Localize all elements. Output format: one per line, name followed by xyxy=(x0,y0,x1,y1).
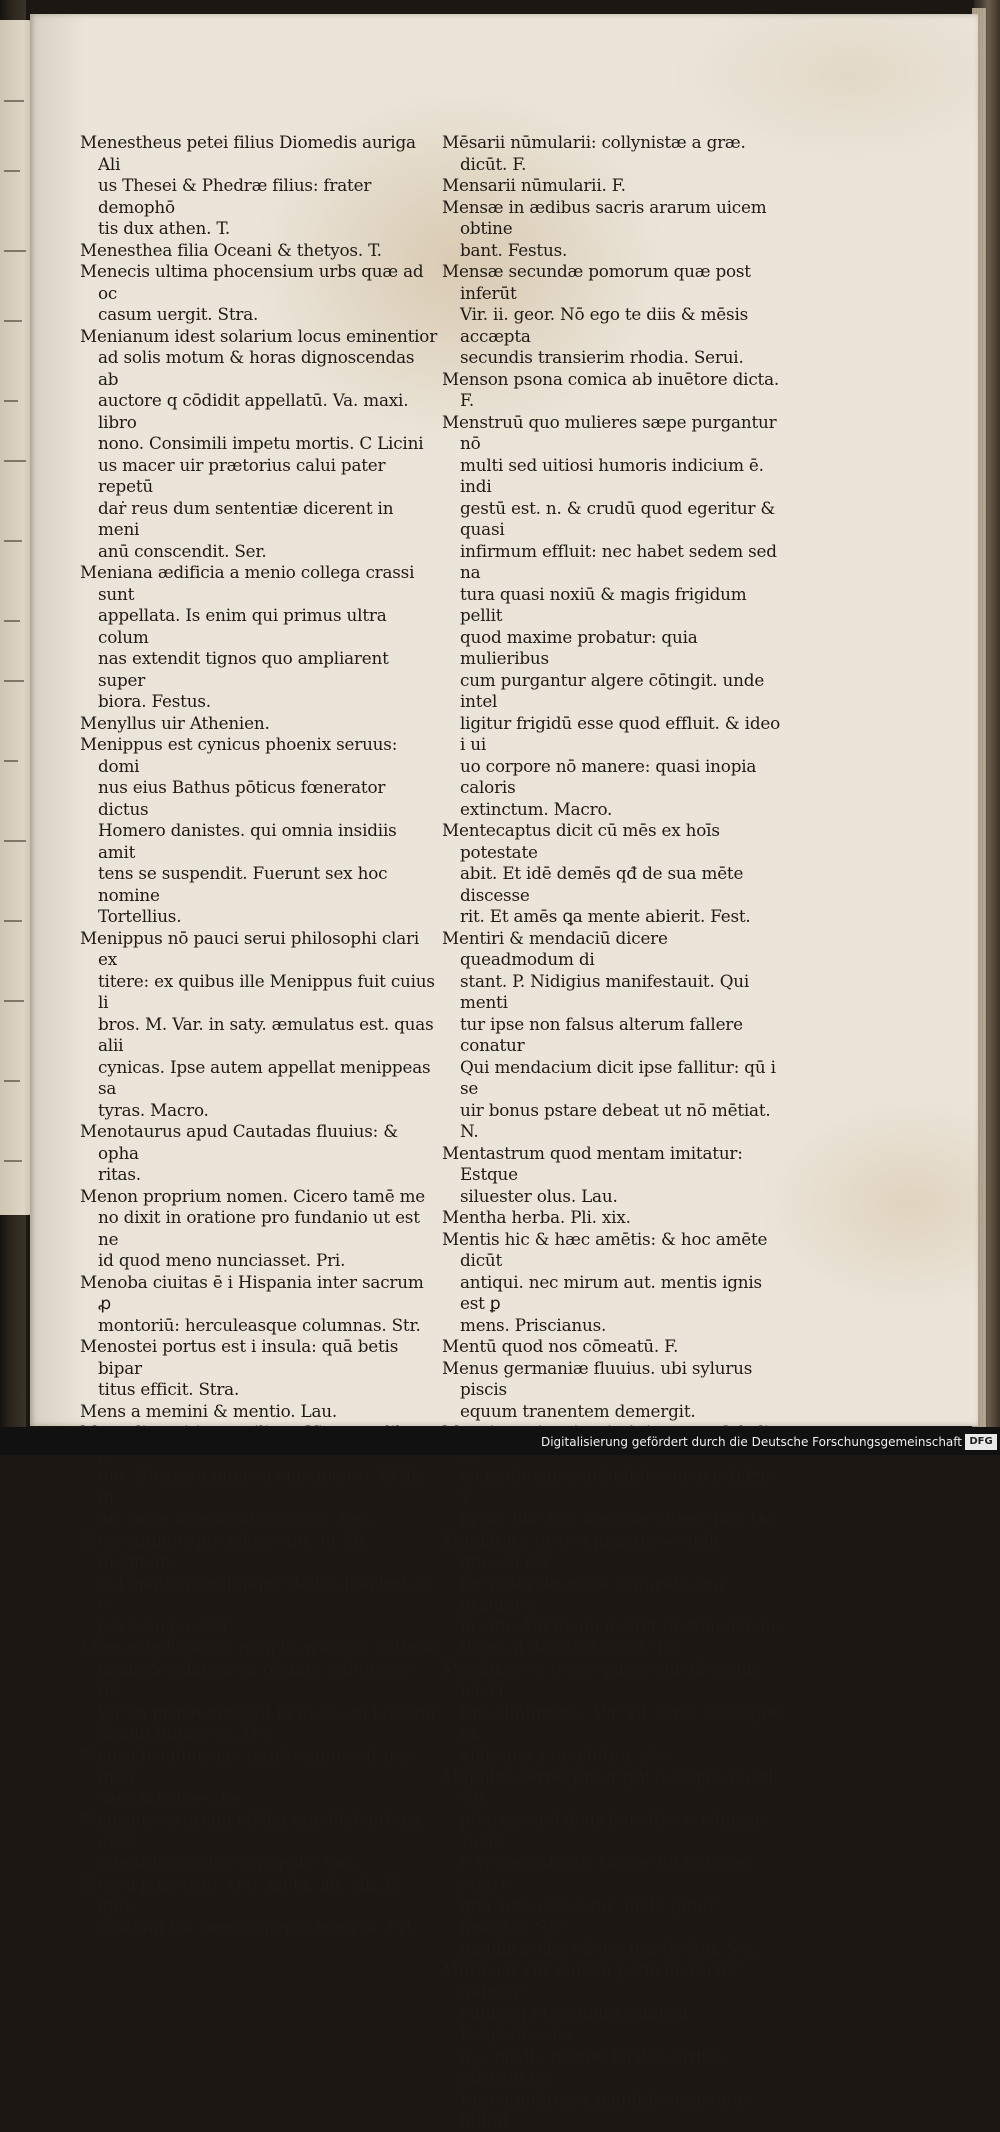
entry-menippus-1: Menippus est cynicus phoenix seruus: domi nus eius Bathus pōticus fœnerator dictus Homero danistes. qui omnia insidiis amit tens se suspendit. Fuerunt sex hoc nomine Tortellius. xyxy=(80,734,398,926)
dfg-logo-icon: DFG xyxy=(965,1434,997,1450)
entry-mentum: Mentū quod nos cōmeatū. F. xyxy=(442,1336,679,1356)
entry-mens-2: mo. Nostram nunc accipe mentē. Et Te. in an. mala mēs malus animus. Ser. xyxy=(98,1465,428,1528)
entry-menyllus: Menyllus uir Athenien. xyxy=(80,712,270,733)
entry-mens-animus: Mens animusque idem sunt. ut Vir. magnam cui mentem animūque deluis inspirat & ē perisologia. Ser. xyxy=(80,1529,428,1636)
left-text-column xyxy=(80,132,438,1938)
entry-menson: Menson psona comica ab inuētore dicta. F. xyxy=(442,368,780,410)
entry-mensum: Mensū ꝑ mensiū. Oui. meta. lib. viii. & quos sustinui bis mensū qnque labores. Pri. xyxy=(80,1873,417,1937)
entry-mensarii-1: Mēsarii nūmularii: collynistæ a græ. dicūt. F. xyxy=(442,132,746,174)
entry-mensa-frugibus: Mensa frugibusque iurato significat per men sam & fruges. Fe. xyxy=(80,1744,412,1808)
entry-menestheus: Menestheus petei filius Diomedis auriga Ali us Thesei & Phedræ filius: frater demophō tis dux athen. T. xyxy=(80,132,416,238)
entry-menoba: Menoba ciuitas ē i Hispania inter sacrum ꝓ montoriū: herculeasque columnas. Str. xyxy=(80,1271,424,1335)
entry-mensae-secundae: Mensæ secundæ pomorum quæ post inferūt Vir. ii. geor. Nō ego te diis & mēsis accæpta secundis transierim rhodia. Serui. xyxy=(442,261,751,367)
entry-menesthea: Menesthea filia Oceani & thetyos. T. xyxy=(80,239,382,260)
entry-menippus-2: Menippus nō pauci serui philosophi clari ex titere: ex quibus ille Menippus fuit cuius li bros. M. Var. in saty. æmulatus est. quas alii cynicas. Ipse autem appellat menippeas sa tyras. Macro. xyxy=(80,927,435,1120)
entry-mephitis-3: Mephitis terræ putor qui de aquis nascit sul phureis: uel deus leucotheæ cōnexū: sicut ē Veneri adonis. Dianæ uii bius uel iuno ē quā aerē eē cōstat. unde putor nascitur. Sic mephitis dea odoris grauissimi. Ser. xyxy=(442,1766,780,1958)
entry-meonia: eo modo: mea uoluntate: meo arbitrio. T. in an. fine nūc meo me uiuere mō. Do. xyxy=(460,1465,780,1528)
right-text-column xyxy=(442,132,782,2132)
entry-mentastrum: Mentastrum quod mentam imitatur: Estque siluester olus. Lau. xyxy=(442,1142,743,1206)
entry-mensae-aedibus: Mensæ in ædibus sacris ararum uicem obtine bant. Festus. xyxy=(442,196,767,260)
entry-mensam-escariam: Mensam escariam cillibā appellabant: ea erat quadrata a cilice o populo. Var. xyxy=(80,1809,421,1872)
entry-mens-1: Mens a memini & mentio. Lau. xyxy=(80,1400,338,1421)
entry-mentis: Mentis hic & hæc amētis: & hoc amēte dicūt antiqui. nec mirum aut. mentis ignis est ꝑ mens. Priscianus. xyxy=(442,1228,768,1335)
entry-mensa-dedicata: Mensa dedicata in templo aræ ritu antiquo usum & religionem obtinet puluinaris: ut Vir. in primo dixit. Et in mensam laticum libauit honorem. Ma. xyxy=(80,1637,438,1743)
entry-meniana: Meniana ædificia a menio collega crassi sunt appellata. Is enim qui primus ultra colum nas extendit tignos quo ampliarent super biora. Festus. xyxy=(80,562,415,711)
entry-menstruum: Menstruū quo mulieres sæpe purgantur nō multi sed uitiosi humoris indicium ē. indi gestū est. n. & crudū quod egeritur & quasi infirmum effluit: nec habet sedem sed na tura quasi noxiū & magis frigidum pellit quod maxime probatur: quia mulieribus cum purgantur algere cōtingit. unde intel ligitur frigidū esse quod effluit. & ideo i ui uo corpore nō manere: quasi inopia caloris extinctum. Macro. xyxy=(442,411,781,819)
entry-mentecaptus: Mentecaptus dicit cū mēs ex hoīs potestate abit. Et idē demēs qđ de sua mēte discesse rit. Et amēs ꝗa mente abierit. Fest. xyxy=(442,820,751,926)
footer-credit: Digitalisierung gefördert durch die Deutsche Forschungsgemeinschaft xyxy=(540,1435,962,1449)
entry-menus: Menus germaniæ fluuius. ubi sylurus piscis equum tranentem demergit. xyxy=(442,1357,753,1421)
entry-menostei: Menostei portus est i insula: quā betis bipar titus efficit. Stra. xyxy=(80,1336,399,1399)
digitization-footer xyxy=(0,1427,1000,1455)
entry-menotaurus: Menotaurus apud Cautadas fluuius: & opha ritas. xyxy=(80,1121,398,1184)
facing-page-sliver xyxy=(0,20,34,1215)
entry-meracior: Meracior cur eadem potio meracior uidetur ieiuno q ei q cibum sumpsit. Respōdeo: ue nas media uacuæ facit saturitas obstruit igi tur cū potio per inanitatem penitus influit xyxy=(442,1959,752,2130)
entry-mentiri: Mentiri & mendaciū dicere queadmodum di stant. P. Nidigius manifestauit. Qui menti tur ipse non falsus alterum fallere conatur Qui mendacium dicit ipse fallitur: qū i se uir bonus pstare debeat ut nō mētiat. N. xyxy=(442,927,776,1141)
entry-menon: Menon proprium nomen. Cicero tamē me no dixit in oratione pro fundanio ut est ne id quod meno nunciasset. Pri. xyxy=(80,1185,426,1270)
entry-mensarii-2: Mensarii nūmularii. F. xyxy=(442,175,626,195)
entry-mentha: Mentha herba. Pli. xix. xyxy=(442,1207,631,1227)
entry-menianum: Menianum idest solarium locus eminentior ad solis motum & horas dignoscendas ab auctore q cōdidit appellatū. Va. maxi. libro nono. Consimili impetu mortis. C Licini us macer uir prætorius calui pater repetū daṙ reus dum sententiæ dicerent in meni anū conscendit. Ser. xyxy=(80,325,438,561)
entry-mephitis-1: Mephitis a græco μεφιτις secūdū quosdā ter ræ putor de aquis sulfuratis qui grauior ē in silu. Alii deum dicunt iūctum leucho thoe: ut Adonis Veneri. Tor. xyxy=(442,1529,781,1657)
entry-mephitis-2: Mephitis est terræ putor: qui de aquis nasci tur sulphuratis. Vir. vii. æne. Sæuaque ex alat opaca mephitim. Ser. xyxy=(442,1658,782,1765)
entry-menecis: Menecis ultima phocensium urbs quæ ad oc casum uergit. Stra. xyxy=(80,261,424,324)
